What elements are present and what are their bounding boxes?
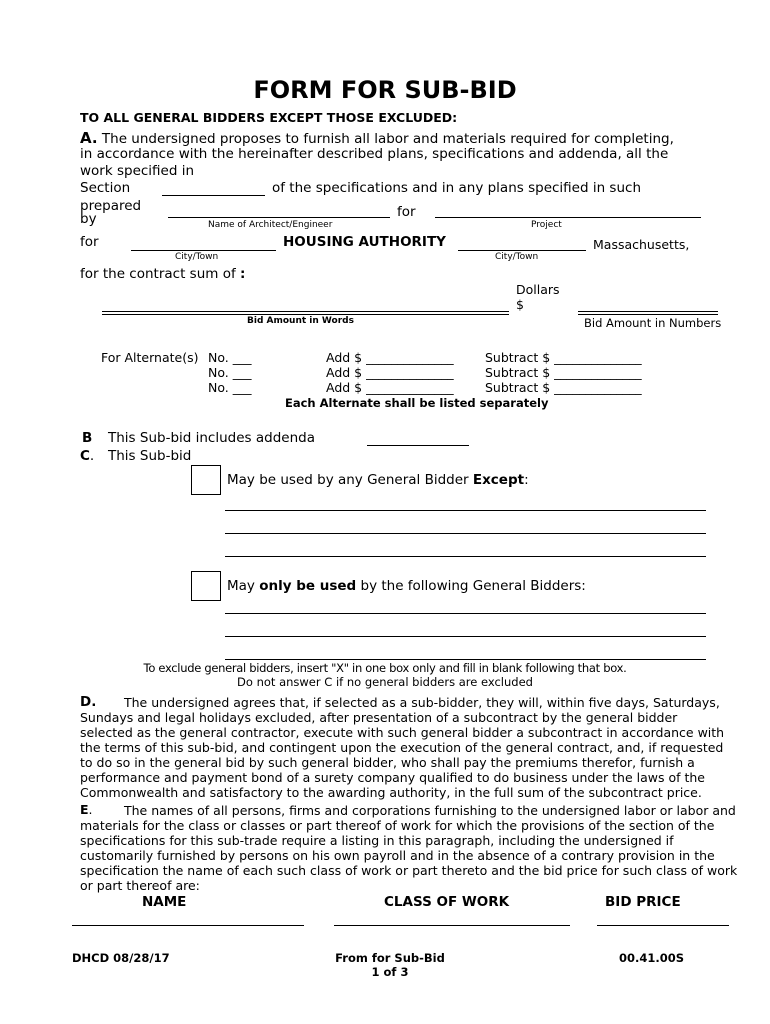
except-bidder-line-3[interactable] [225,556,706,557]
for-word-city: for [80,234,99,250]
city-caption: City/Town [175,252,219,262]
section-d-line2: Sundays and legal holidays excluded, after presentation of a subcontract by the general bidder [80,710,678,725]
section-e-line1: The names of all persons, firms and corporations furnishing to the undersigned labor or labor and [124,803,736,818]
section-e-line5: specification the name of each such class of work or part thereto and the bid price for such class of work [80,863,738,878]
section-d-line3: selected as the general contractor, execute with such general bidder a subcontract in accordance with [80,725,725,740]
only-bidder-line-3[interactable] [225,659,706,660]
section-e-line2: materials for the class or classes or part thereof of work for which the provisions of the section of the [80,818,715,833]
dollars-label: Dollars [516,282,560,297]
column-header-class: CLASS OF WORK [384,894,510,910]
except-bidder-line-2[interactable] [225,533,706,534]
price-field[interactable] [597,925,729,926]
by-word: by [80,211,97,227]
section-a-label: A. [80,129,98,147]
section-d-line1: The undersigned agrees that, if selected as a sub-bidder, they will, within five days, Saturdays, [124,695,720,710]
section-b-label: B [82,430,93,446]
option-only-pre: May [227,578,260,594]
footer-page-number: 1 of 3 [371,965,409,979]
footer-right: 00.41.00S [619,951,685,965]
except-checkbox[interactable] [191,465,221,495]
exclude-note-2: Do not answer C if no general bidders are excluded [237,675,533,689]
for-word-project: for [397,204,416,220]
footer-left: DHCD 08/28/17 [72,951,170,965]
section-d-line5: to do so in the general bid by such general bidder, who shall pay the premiums therefor, furnish a [80,755,695,770]
section-c-label: C [80,448,90,464]
only-checkbox[interactable] [191,571,221,601]
alternate-subtract-3[interactable]: Subtract $ ______________ [485,380,642,395]
of-specs-text: of the specifications and in any plans specified in such [272,180,642,196]
alternate-add-1[interactable]: Add $ ______________ [326,350,454,365]
project-caption: Project [531,220,562,230]
option-except-bold: Except [472,472,525,488]
alternates-label: For Alternate(s) [101,350,199,365]
addenda-field[interactable] [367,445,469,446]
column-header-price: BID PRICE [605,894,681,910]
section-word: Section [80,180,131,196]
section-e-label: E [80,802,89,817]
alternate-no-1[interactable]: No. ___ [208,350,252,365]
prepared-word: prepared [80,198,142,214]
to-all-heading: TO ALL GENERAL BIDDERS EXCEPT THOSE EXCLUDED: [80,110,458,125]
option-except-pre: May be used by any General Bidder [227,472,473,488]
alternate-no-3[interactable]: No. ___ [208,380,252,395]
section-d-label: D. [80,694,97,710]
section-a-line1 [80,129,674,147]
section-a-line2: in accordance with the hereinafter described plans, specifications and addenda, all the [80,146,669,162]
section-e-line4: customarily furnished by persons on his own payroll and in the absence of a contrary provision in the [80,848,715,863]
section-d-line4: the terms of this sub-bid, and contingent upon the execution of the general contract, and, if requested [80,740,724,755]
architect-field[interactable] [168,217,390,218]
city-field-2[interactable] [458,250,586,251]
bid-numbers-caption: Bid Amount in Numbers [584,316,722,330]
section-e-line3: specifications for this sub-trade require a listing in this paragraph, including the undersigned if [80,833,674,848]
massachusetts-text: Massachusetts, [593,237,690,252]
bid-numbers-field[interactable] [578,311,718,315]
contract-sum-text [80,266,245,282]
alternate-add-2[interactable]: Add $ ______________ [326,365,454,380]
only-bidder-line-1[interactable] [225,613,706,614]
alternate-no-2[interactable]: No. ___ [208,365,252,380]
contract-sum-label: for the contract sum of [80,266,236,282]
housing-authority: HOUSING AUTHORITY [283,234,446,250]
section-e-line6: or part thereof are: [80,878,200,893]
column-header-name: NAME [142,894,187,910]
bid-words-field[interactable] [102,311,509,315]
contract-sum-colon: : [240,266,246,282]
alternate-add-3[interactable]: Add $ ______________ [326,380,454,395]
except-bidder-line-1[interactable] [225,510,706,511]
page-title: FORM FOR SUB-BID [253,76,517,104]
alternate-subtract-2[interactable]: Subtract $ ______________ [485,365,642,380]
city-field[interactable] [131,250,276,251]
alternate-subtract-1[interactable]: Subtract $ ______________ [485,350,642,365]
section-c-period: . [89,448,95,464]
section-number-field[interactable] [162,195,265,196]
section-a-text1: The undersigned proposes to furnish all labor and materials required for completing, [101,131,674,147]
section-c-text: This Sub-bid [108,448,192,464]
class-field[interactable] [334,925,570,926]
only-bidder-line-2[interactable] [225,636,706,637]
option-except-post: : [524,472,529,488]
name-field[interactable] [72,925,304,926]
option-except-text [227,472,529,488]
option-only-text [227,578,586,594]
project-field[interactable] [435,217,701,218]
dollar-sign: $ [516,297,524,312]
option-only-bold: only be used [259,578,357,594]
footer-center-title: From for Sub-Bid [335,951,445,965]
section-e-label-wrap [80,802,93,817]
section-c-label-wrap [80,448,94,464]
exclude-note-1: To exclude general bidders, insert "X" in one box only and fill in blank following that box. [143,661,627,675]
city-caption-2: City/Town [495,252,539,262]
section-a-line3: work specified in [80,163,195,179]
option-only-post: by the following General Bidders: [356,578,586,594]
section-d-line6: performance and payment bond of a surety company qualified to do business under the laws of the [80,770,705,785]
alternates-note: Each Alternate shall be listed separately [285,396,549,410]
section-b-text: This Sub-bid includes addenda [108,430,315,446]
bid-words-caption: Bid Amount in Words [247,316,354,326]
section-d-line7: Commonwealth and satisfactory to the awarding authority, in the full sum of the subcontract price. [80,785,702,800]
architect-caption: Name of Architect/Engineer [208,220,333,230]
section-e-period: . [88,802,93,817]
